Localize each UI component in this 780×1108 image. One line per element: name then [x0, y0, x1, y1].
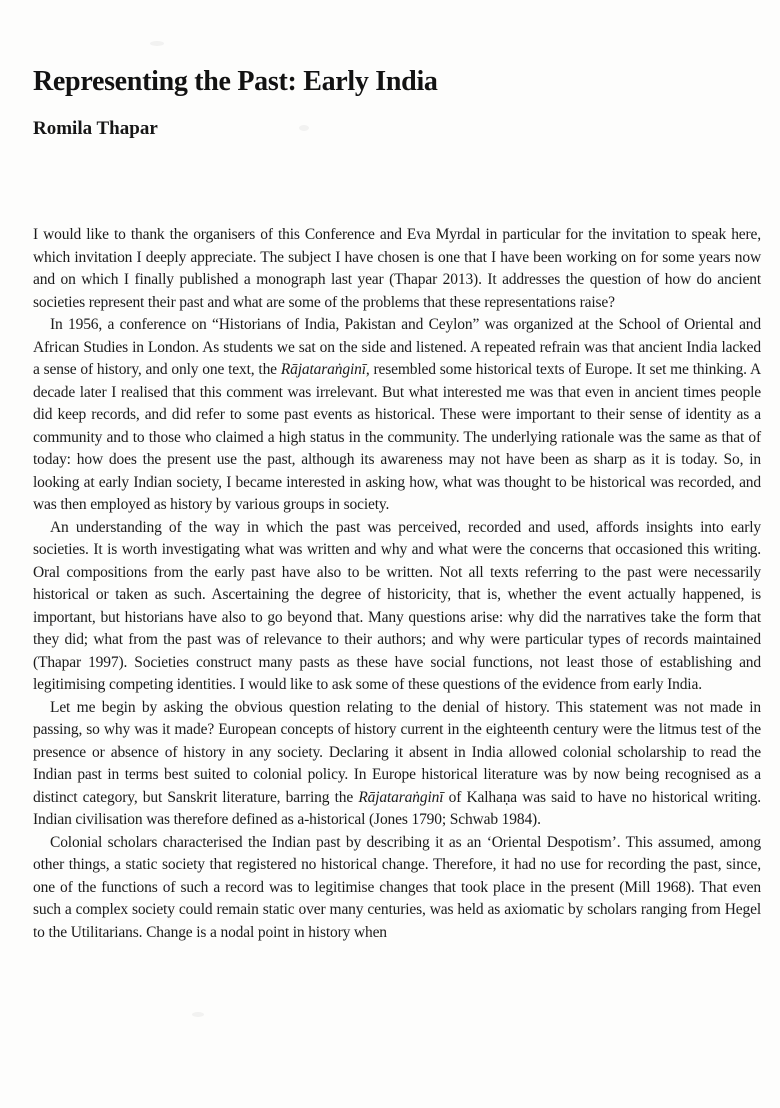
paragraph-text: I would like to thank the organisers of this Conference and Eva Myrdal in particular for the invitation to speak here, which invitation I deeply appreciate. The subject I have chosen is one that I have been working on for some years now and on which I finally published a monograph last year (Thapar 2013). It addresses the question of how do ancient societies represent their past and what are some of the problems that these representations raise?	[33, 226, 761, 311]
italic-book-title: Rājataraṅginī	[358, 788, 444, 806]
article-header	[33, 66, 761, 141]
paragraph-denial-of-history	[33, 697, 761, 832]
paragraph-text: , resembled some historical texts of Europe. It set me thinking. A decade later I realised that this comment was irrelevant. But what interested me was that even in ancient times people did keep records, and did refer to some past events as historical. These were important to their sense of identity as a community and to those who claimed a high status in the community. The underlying rationale was the same as that of today: how does the present use the past, although its awareness may not have been as sharp as it is today. So, in looking at early Indian society, I became interested in asking how, what was thought to be historical was recorded, and was then employed as history by various groups in society.	[33, 361, 761, 513]
article-body	[33, 224, 761, 944]
page-content	[33, 0, 761, 944]
paragraph-text: Let me begin by asking the obvious question relating to the denial of history. This statement was not made in passing, so why was it made? European concepts of history current in the eighteenth century were the litmus test of the presence or absence of history in any society. Declaring it absent in India allowed colonial scholarship to read the Indian past in terms best suited to colonial policy. In Europe historical literature was by now being recognised as a distinct category, but Sanskrit literature, barring the	[33, 698, 761, 806]
author-name: Romila Thapar	[33, 118, 158, 139]
paragraph-conference-1956	[33, 314, 761, 517]
paragraph-text: Colonial scholars characterised the Indian past by describing it as an ‘Oriental Despotism’. This assumed, among other things, a static society that registered no historical change. Therefore, it had no use for recording the past, since, one of the functions of such a record was to legitimise changes that took place in the present (Mill 1968). That even such a complex society could remain static over many centuries, was held as axiomatic by scholars ranging from Hegel to the Utilitarians. Change is a nodal point in history when	[33, 833, 761, 941]
paragraph-understanding-past	[33, 517, 761, 697]
page-title: Representing the Past: Early India	[33, 66, 438, 97]
scan-smudge	[192, 1012, 204, 1017]
paragraph-intro	[33, 224, 761, 314]
italic-book-title: Rājataraṅginī	[280, 361, 366, 378]
paragraph-oriental-despotism	[33, 832, 761, 945]
paragraph-text: In 1956, a conference on “Historians of India, Pakistan and Ceylon” was organized at the School of Oriental and African Studies in London. As students we sat on the side and listened. A repeated refrain was that ancient India lacked a sense of history, and only one text, the	[33, 316, 761, 378]
paragraph-text: of Kalhaṇa was said to have no historical writing. Indian civilisation was therefore defined as a-historical (Jones 1790; Schwab 1984).	[33, 788, 761, 828]
paragraph-text: An understanding of the way in which the past was perceived, recorded and used, affords insights into early societies. It is worth investigating what was written and why and what were the concerns that occasioned this writing. Oral compositions from the early past have also to be written. Not all texts referring to the past were necessarily historical or taken as such. Ascertaining the degree of historicity, that is, whether the event actually happened, is important, but historians have also to go beyond that. Many questions arise: why did the narratives take the form that they did; what from the past was of relevance to their authors; and why were particular types of records maintained (Thapar 1997). Societies construct many pasts as these have social functions, not least those of establishing and legitimising competing identities. I would like to ask some of these questions of the evidence from early India.	[33, 518, 761, 693]
